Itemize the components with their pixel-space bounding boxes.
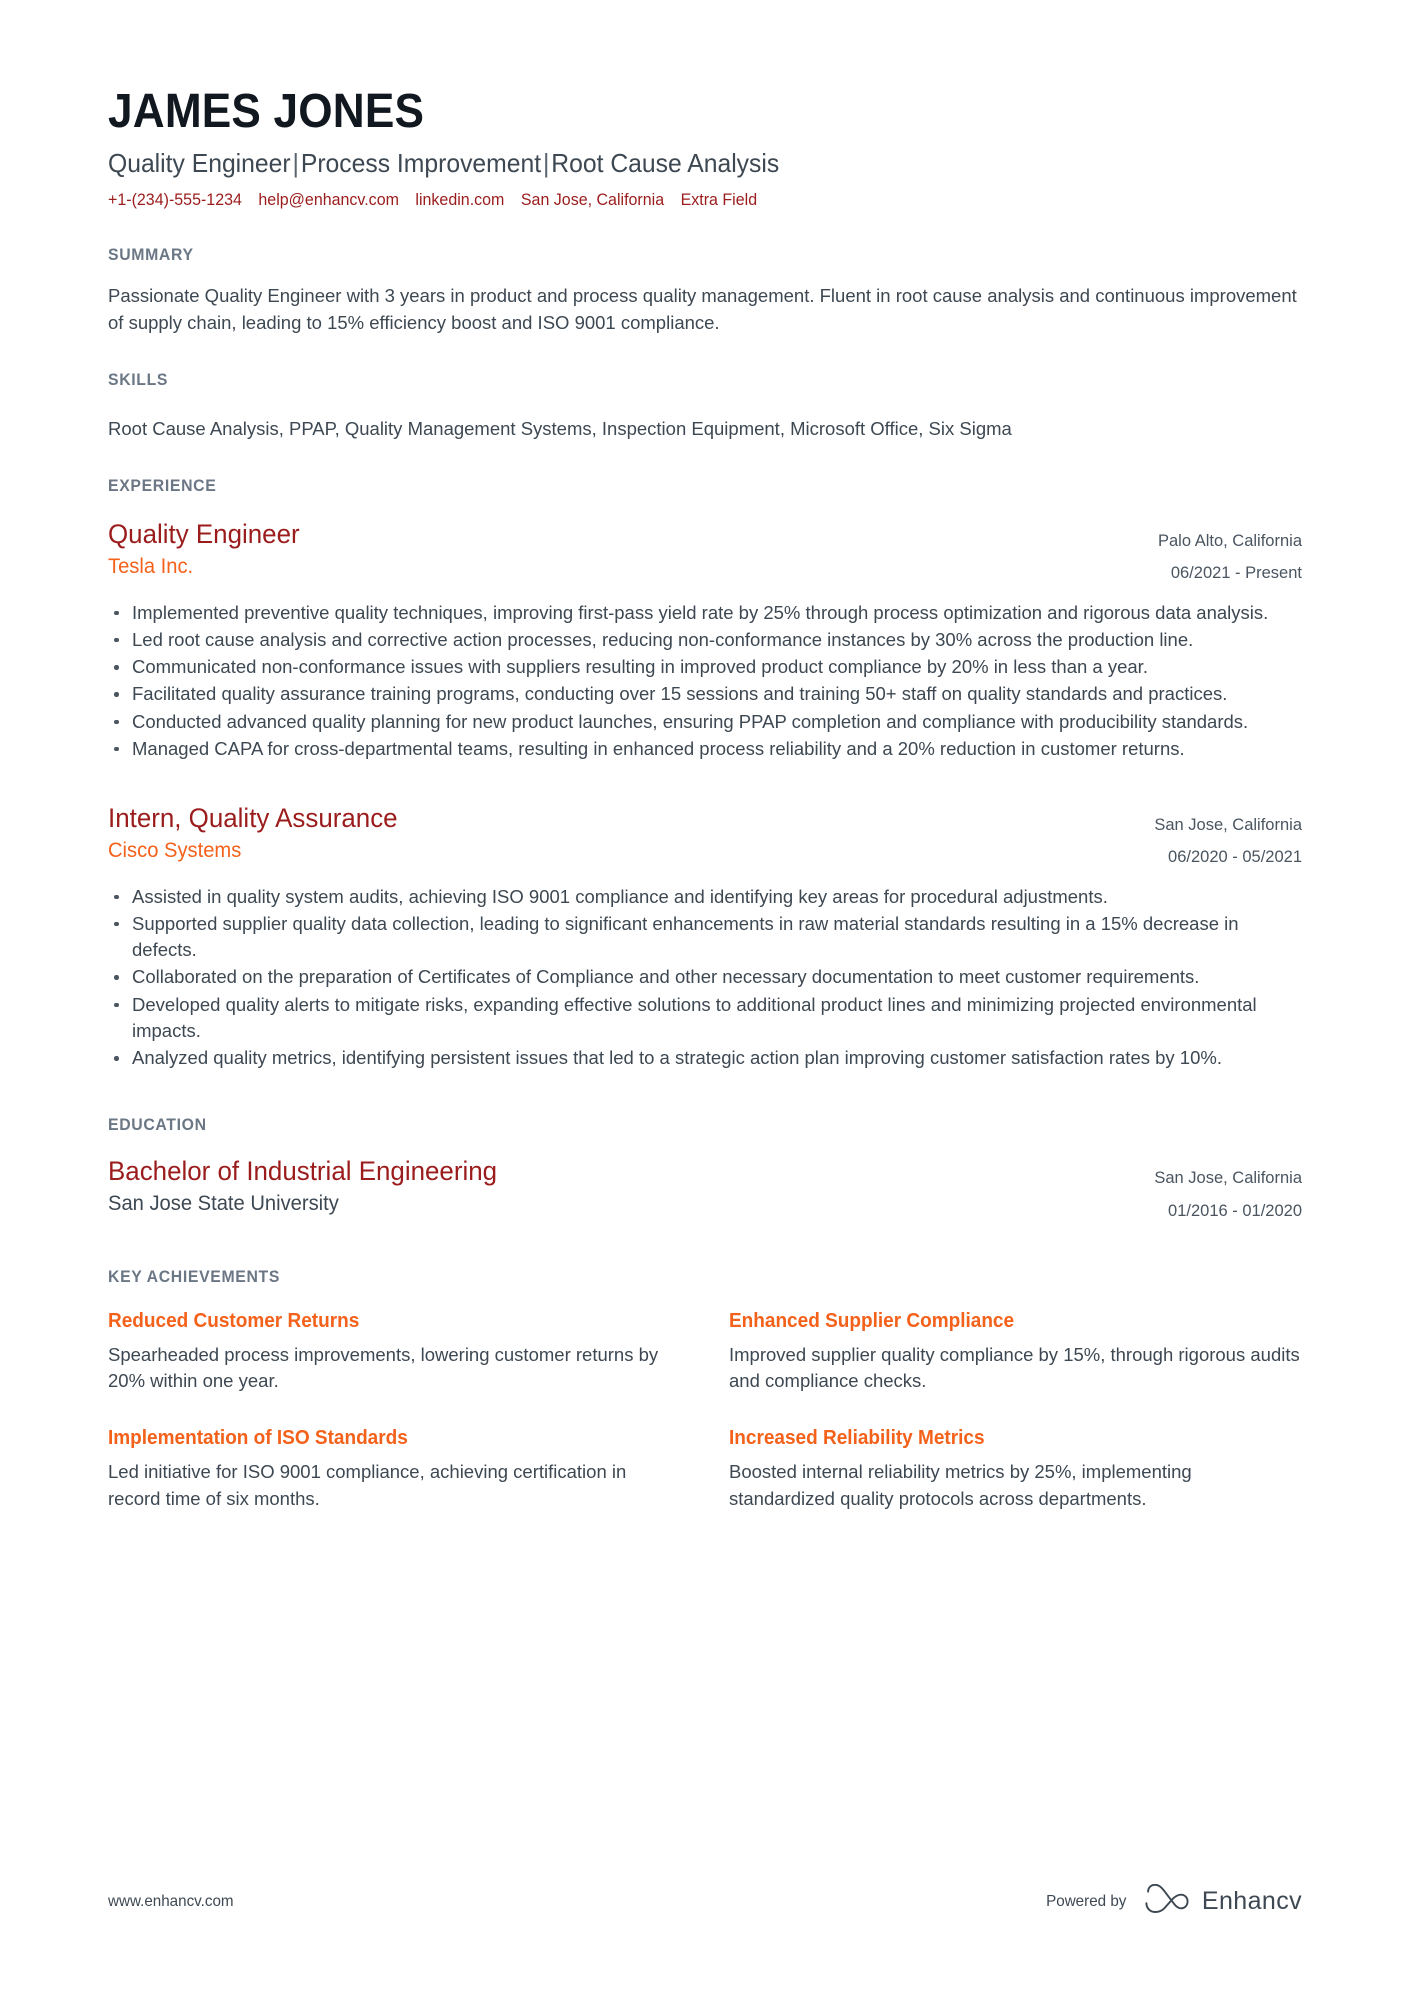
achievement-description: Spearheaded process improvements, lowering customer returns by 20% within one year.: [108, 1343, 659, 1391]
job-location: Palo Alto, California: [1158, 532, 1302, 551]
achievement-title: Reduced Customer Returns: [108, 1309, 360, 1332]
contact-location: San Jose, California: [520, 191, 665, 210]
job-dates: 06/2021 - Present: [1170, 564, 1302, 583]
job-bullet: Led root cause analysis and corrective action processes, reducing non-conformance instances by 30% across the production line.: [108, 627, 1302, 653]
education-entry-header: [108, 1155, 1302, 1226]
achievement-title: Enhanced Supplier Compliance: [729, 1309, 1015, 1332]
enhancv-brand-name: Enhancv: [1201, 1887, 1302, 1915]
job-bullet-list: [108, 884, 1302, 1072]
footer-website-url[interactable]: www.enhancv.com: [108, 1892, 234, 1910]
headline-part-0: Quality Engineer: [108, 147, 291, 178]
experience-entry-identity: [108, 518, 1134, 579]
resume-header: [108, 86, 1302, 211]
achievement-item: [108, 1309, 681, 1395]
skills-text: Root Cause Analysis, PPAP, Quality Management Systems, Inspection Equipment, Microsoft Office, Six Sigma: [108, 417, 1012, 439]
education-entry-identity: [108, 1155, 1130, 1216]
experience-entry: [108, 518, 1302, 762]
headline-part-1: Process Improvement: [300, 147, 542, 178]
job-bullet: Developed quality alerts to mitigate risks, expanding effective solutions to additional product lines and minimizing projected environmental impacts.: [108, 992, 1302, 1045]
degree-title: Bachelor of Industrial Engineering: [108, 1156, 498, 1187]
job-bullet: Assisted in quality system audits, achieving ISO 9001 compliance and identifying key areas for procedural adjustments.: [108, 884, 1302, 910]
experience-entry-meta: [1134, 518, 1302, 589]
job-dates: 06/2020 - 05/2021: [1168, 848, 1302, 867]
education-section-title: EDUCATION: [108, 1115, 207, 1135]
headline-separator-0: |: [292, 147, 299, 178]
job-bullet: Managed CAPA for cross-departmental teams, resulting in enhanced process reliability and a 20% reduction in customer returns.: [108, 736, 1302, 762]
summary-text: Passionate Quality Engineer with 3 years in product and process quality management. Fluent in root cause analysis and continuous improvement of supply chain, leading to 15% efficiency boost and ISO 9001 compliance.: [108, 285, 1297, 333]
job-title: Quality Engineer: [108, 519, 300, 550]
headline-part-2: Root Cause Analysis: [551, 147, 780, 178]
education-entry-meta: [1130, 1155, 1302, 1226]
experience-entry: [108, 802, 1302, 1071]
school-location: San Jose, California: [1154, 1169, 1302, 1188]
achievement-item: [729, 1426, 1302, 1512]
contact-extra-field: Extra Field: [680, 191, 758, 210]
job-bullet: Conducted advanced quality planning for new product launches, ensuring PPAP completion and compliance with producibility standards.: [108, 709, 1302, 735]
resume-footer: [108, 1884, 1302, 1919]
achievement-title: Implementation of ISO Standards: [108, 1427, 408, 1450]
skills-section-title: SKILLS: [108, 369, 169, 389]
summary-section-title: SUMMARY: [108, 245, 194, 265]
contact-phone[interactable]: +1-(234)-555-1234: [108, 191, 242, 210]
achievement-description: Led initiative for ISO 9001 compliance, achieving certification in record time of six months.: [108, 1461, 627, 1509]
contact-linkedin[interactable]: linkedin.com: [415, 191, 505, 210]
candidate-name: JAMES JONES: [108, 85, 425, 138]
job-bullet: Collaborated on the preparation of Certificates of Compliance and other necessary documentation to meet customer requirements.: [108, 964, 1302, 990]
candidate-headline: [108, 148, 1242, 179]
key-achievements-grid: [108, 1309, 1302, 1512]
job-bullet-list: [108, 600, 1302, 763]
experience-section: [108, 476, 1302, 1071]
job-bullet: Supported supplier quality data collection, leading to significant enhancements in raw material standards resulting in a 15% decrease in defects.: [108, 911, 1302, 964]
job-bullet: Analyzed quality metrics, identifying persistent issues that led to a strategic action plan improving customer satisfaction rates by 10%.: [108, 1045, 1302, 1071]
contact-email[interactable]: help@enhancv.com: [258, 191, 399, 210]
education-entry: [108, 1155, 1302, 1226]
experience-section-title: EXPERIENCE: [108, 476, 217, 496]
key-achievements-section-title: KEY ACHIEVEMENTS: [108, 1266, 281, 1286]
summary-section: [108, 245, 1302, 336]
experience-entry-identity: [108, 802, 1130, 863]
enhancv-infinity-logo-icon: [1145, 1884, 1191, 1919]
school-dates: 01/2016 - 01/2020: [1168, 1201, 1302, 1220]
job-bullet: Implemented preventive quality techniques, improving first-pass yield rate by 25% through process optimization and rigorous data analysis.: [108, 600, 1302, 626]
experience-entry-header: [108, 802, 1302, 873]
job-title: Intern, Quality Assurance: [108, 803, 398, 834]
enhancv-brand-lockup: [1145, 1884, 1302, 1919]
experience-entry-header: [108, 518, 1302, 589]
achievement-description: Improved supplier quality compliance by 15%, through rigorous audits and compliance checks.: [729, 1343, 1300, 1391]
powered-by-label: Powered by: [1046, 1892, 1127, 1910]
company-name: Tesla Inc.: [108, 554, 194, 578]
achievement-title: Increased Reliability Metrics: [729, 1427, 985, 1450]
skills-section: [108, 370, 1302, 442]
achievement-item: [729, 1309, 1302, 1395]
school-name: San Jose State University: [108, 1191, 339, 1215]
footer-brand-block: [1044, 1884, 1302, 1919]
company-name: Cisco Systems: [108, 838, 242, 862]
achievement-item: [108, 1426, 681, 1512]
achievement-description: Boosted internal reliability metrics by 25%, implementing standardized quality protocols across departments.: [729, 1461, 1192, 1509]
experience-entry-meta: [1130, 802, 1302, 873]
contact-line: [108, 190, 1266, 211]
headline-separator-1: |: [542, 147, 550, 178]
job-bullet: Communicated non-conformance issues with suppliers resulting in improved product compliance by 20% in less than a year.: [108, 654, 1302, 680]
education-section: [108, 1115, 1302, 1226]
key-achievements-section: [108, 1267, 1302, 1512]
job-location: San Jose, California: [1154, 816, 1302, 835]
job-bullet: Facilitated quality assurance training programs, conducting over 15 sessions and training 50+ staff on quality standards and practices.: [108, 681, 1302, 707]
